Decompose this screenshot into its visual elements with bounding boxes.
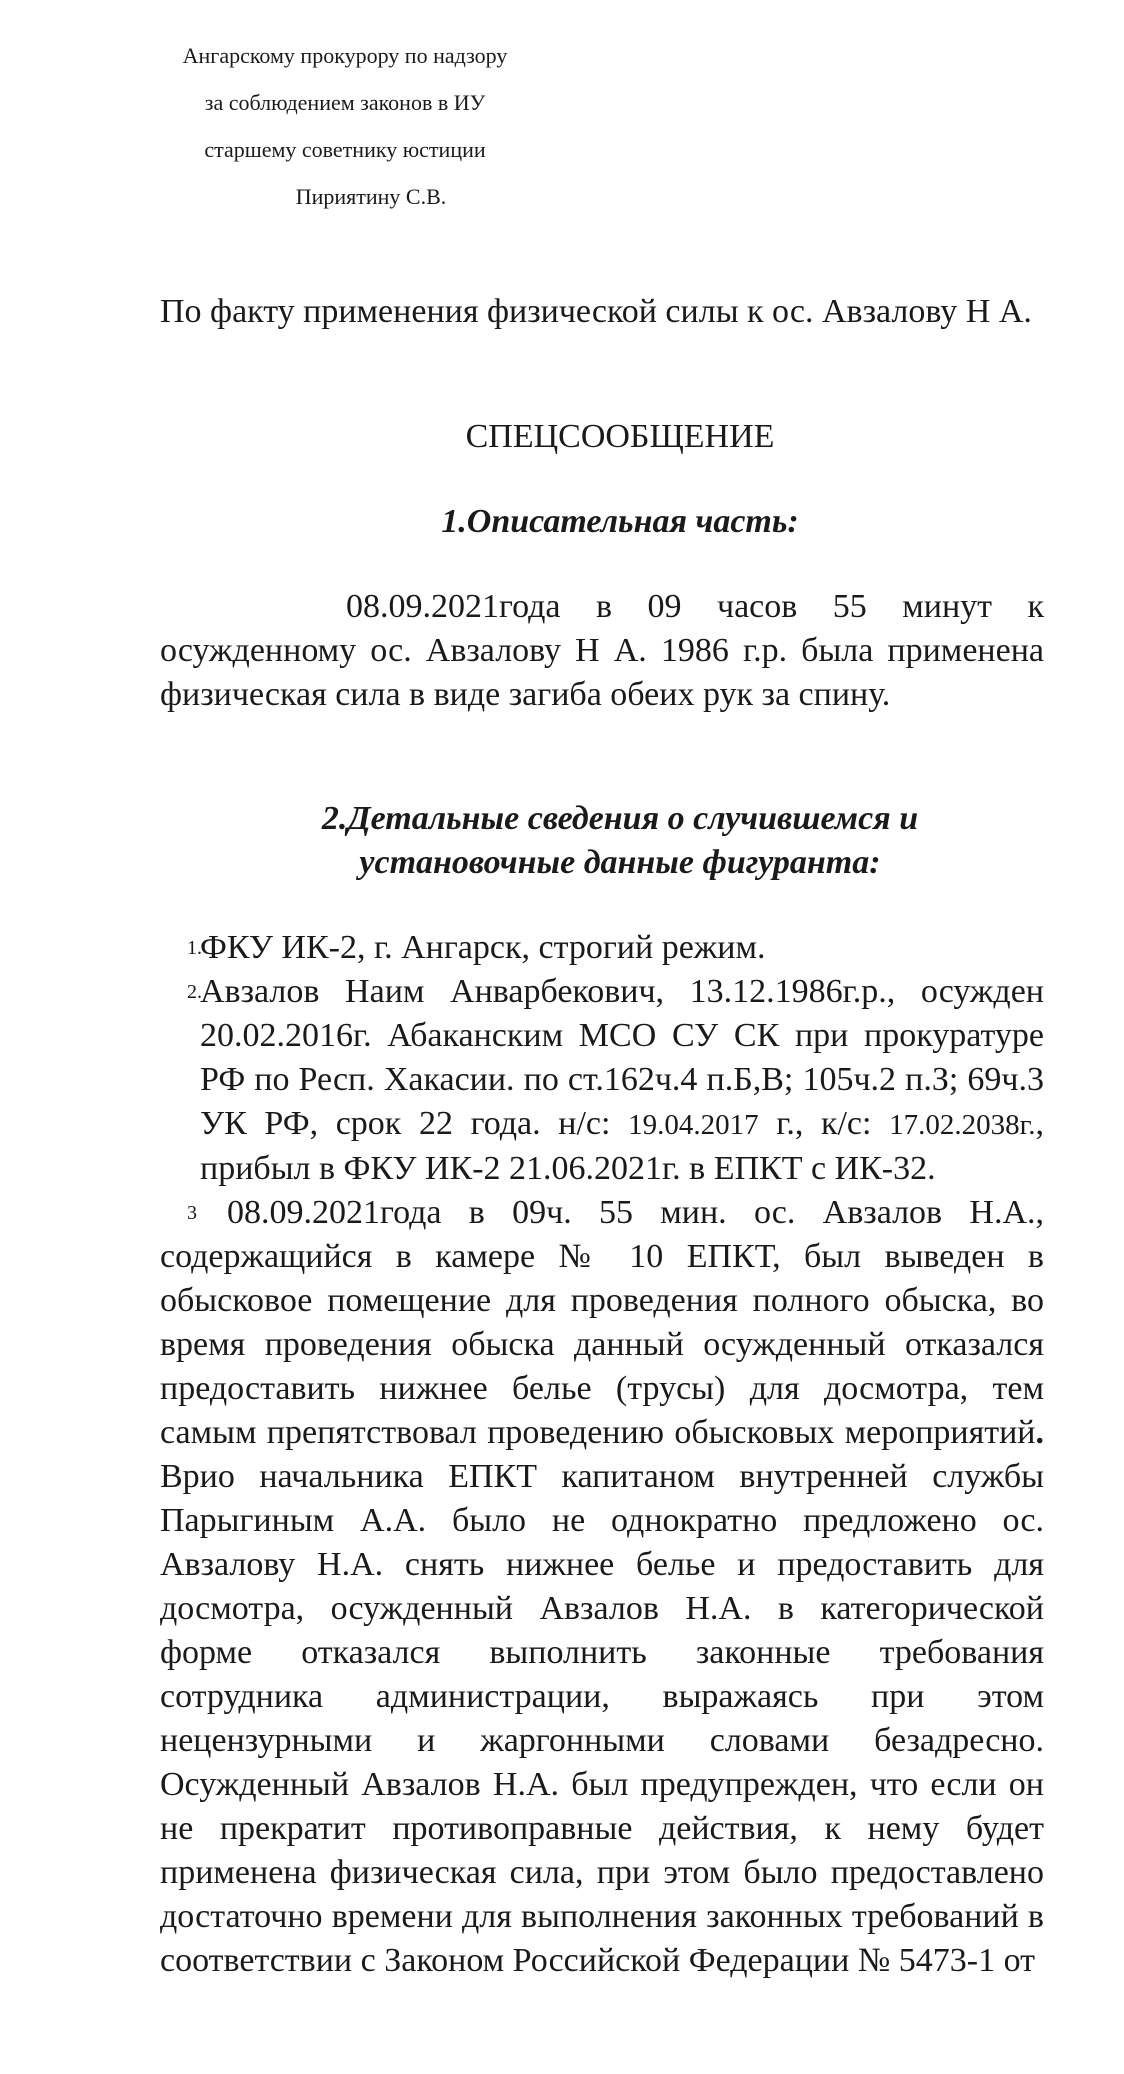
sentence-end-date: 17.02.2038г. <box>889 1109 1036 1141</box>
section-2-heading-line: 2.Детальные сведения о случившемся и <box>321 800 919 837</box>
list-item <box>160 926 1044 970</box>
addressee-line: за соблюдением законов в ИУ <box>204 90 486 115</box>
addressee-name: Пириятину С.В. <box>295 184 447 209</box>
document-title: СПЕЦСООБЩЕНИЕ <box>465 418 775 455</box>
addressee-line: Ангарскому прокурору по надзору <box>182 43 508 68</box>
sentence-start-date: 19.04.2017 <box>628 1109 759 1141</box>
details-list <box>160 926 1044 1983</box>
addressee-block <box>150 32 540 220</box>
section-2-heading-line: установочные данные фигуранта: <box>359 844 881 881</box>
section-1-text: 08.09.2021года в 09 часов 55 минут к осужденному ос. Авзалову Н А. 1986 г.р. была применена физическая сила в виде загиба обеих рук за спину. <box>160 588 1044 713</box>
list-item-text: . <box>1035 1414 1044 1451</box>
section-2-heading <box>0 797 1124 885</box>
section-1-heading: 1.Описательная часть: <box>441 503 799 540</box>
list-item-text: г., к/с: <box>758 1105 890 1142</box>
addressee-line: старшему советнику юстиции <box>204 137 486 162</box>
list-item <box>160 1191 1044 1983</box>
list-item-text: , прибыл в ФКУ ИК-2 21.06.2021г. в ЕПКТ с ИК-32. <box>200 1105 1044 1187</box>
subject-line: По факту применения физической силы к ос. Авзалову Н А. <box>160 293 1032 330</box>
list-item-number: 2. <box>187 981 202 1003</box>
list-item-text: Врио начальника ЕПКТ капитаном внутренней службы Парыгиным А.А. было не однократно предложено ос. Авзалову Н.А. снять нижнее белье и предоставить для досмотра, осужденный Авзалов Н.А. в категорической форме отказался выполнить законные требования сотрудника администрации, выражаясь при этом нецензурными и жаргонными словами безадресно. Осужденный Авзалов Н.А. был предупрежден, что если он не прекратит противоправные действия, к нему будет применена физическая сила, при этом было предоставлено достаточно времени для выполнения законных требований в соответствии с Законом Российской Федерации № 5473-1 от <box>160 1458 1044 1979</box>
list-item-number: 3 <box>187 1202 197 1224</box>
list-item-text: 08.09.2021года в 09ч. 55 мин. ос. Авзалов Н.А., содержащийся в камере № 10 ЕПКТ, был выведен в обысковое помещение для проведения полного обыска, во время проведения обыска данный осужденный отказался предоставить нижнее белье (трусы) для досмотра, тем самым препятствовал проведению обысковых мероприятий <box>160 1194 1044 1451</box>
list-item-text: ФКУ ИК-2, г. Ангарск, строгий режим. <box>200 929 766 966</box>
list-item <box>160 970 1044 1191</box>
list-item-text: Авзалов Наим Анварбекович, 13.12.1986г.р., осужден 20.02.2016г. Абаканским МСО СУ СК при прокуратуре РФ по Респ. Хакасии. по ст.162ч.4 п.Б,В; 105ч.2 п.З; 69ч.3 УК РФ, срок 22 года. н/с: <box>200 973 1044 1142</box>
list-item-number: 1. <box>187 937 202 959</box>
